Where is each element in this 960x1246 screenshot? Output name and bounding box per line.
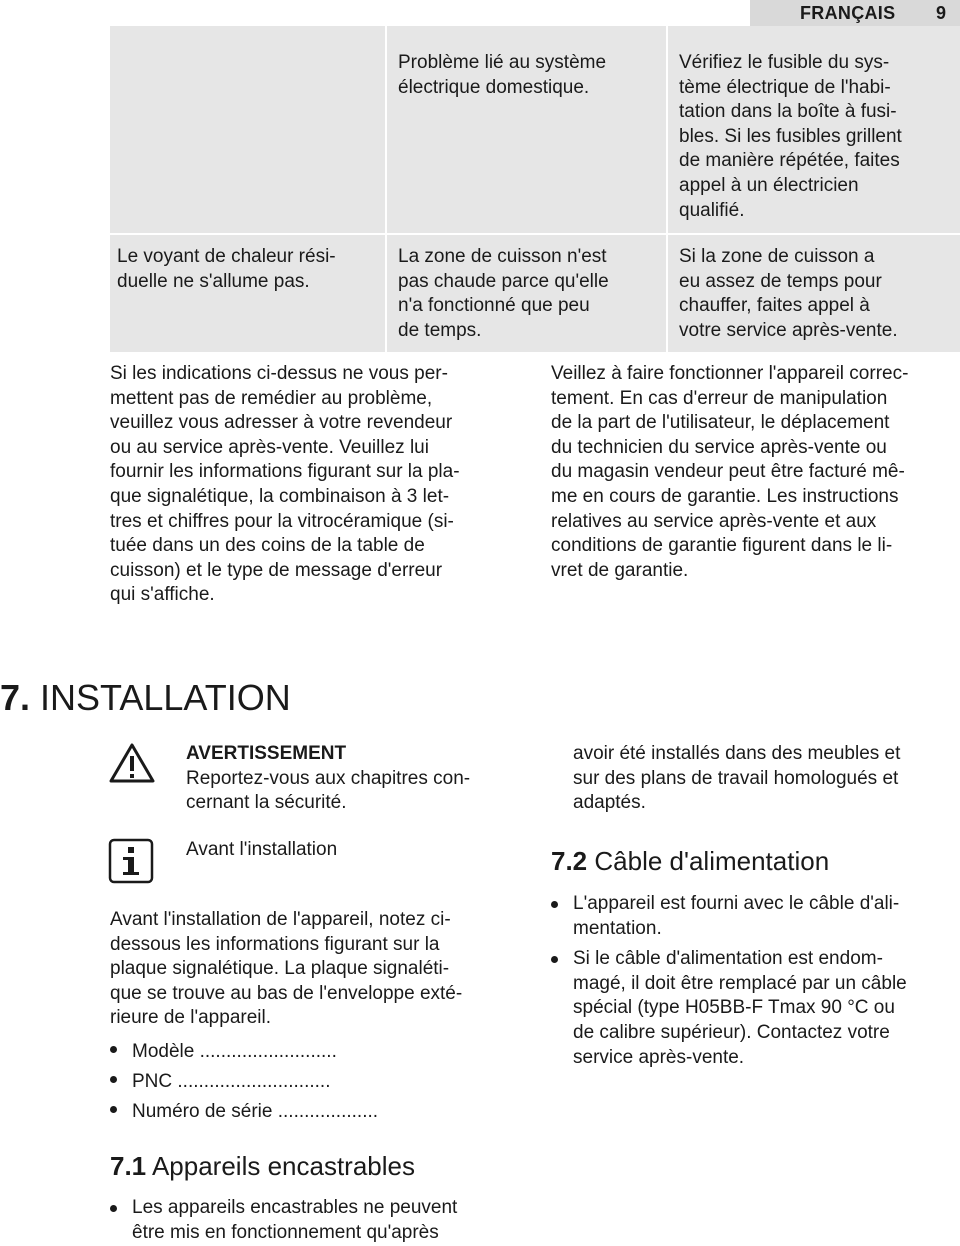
subsection-7-2-list	[551, 892, 907, 1070]
subsection-7-2-heading: 7.2 Câble d'alimentation	[551, 846, 830, 876]
support-paragraph: Si les indications ci-dessus ne vous per- mettent pas de remédier au problème, veuillez vous adresser à votre revendeur ou au service après-vente. Veuillez lui fournir les informations figurant sur la pla- que signalétique, la combinaison à 3 let- tres et chiffres pour la vitrocéramique (si- tuée dans un des coins de la table de cuisson) et le type de message d'erreur qui s'affiche.	[110, 363, 460, 606]
section-title: INSTALLATION	[40, 677, 291, 718]
warning-title: AVERTISSEMENT	[186, 743, 347, 764]
section-number: 7.	[0, 677, 31, 718]
table-row-2-cause: La zone de cuisson n'est pas chaude parce qu'elle n'a fonctionné que peu de temps.	[398, 246, 609, 341]
table-column-divider	[385, 26, 387, 352]
info-icon	[108, 838, 154, 889]
install-paragraph: Avant l'installation de l'appareil, notez ci- dessous les informations figurant sur la plaque signalétique. La plaque signaléti- que se trouve au bas de l'enveloppe exté- rieure de l'appareil.	[110, 909, 463, 1029]
warning-icon	[108, 742, 156, 789]
table-row-divider	[110, 233, 960, 235]
table-row-1-cause: Problème lié au système électrique domestique.	[398, 52, 607, 98]
warranty-paragraph: Veillez à faire fonctionner l'appareil correc- tement. En cas d'erreur de manipulation de la part de l'utilisateur, le déplacement du technicien du service après-vente ou du magasin vendeur peut être facturé mê- me en cours de garantie. Les instructions relatives au service après-vente et aux conditions de garantie figurent dans le li- vret de garantie.	[551, 363, 909, 581]
list-item: PNC .............................	[110, 1067, 378, 1097]
table-row-2-solution: Si la zone de cuisson a eu assez de temps pour chauffer, faites appel à votre service après-vente.	[679, 246, 898, 341]
table-row-1-solution: Vérifiez le fusible du sys- tème électrique de l'habi- tation dans la boîte à fusi- bles. Si les fusibles grillent de manière répétée, faites appel à un électricien qualifié.	[679, 52, 902, 221]
header-language: FRANÇAIS	[800, 3, 896, 23]
list-item: Numéro de série ...................	[110, 1097, 378, 1127]
page-number: 9	[936, 3, 947, 23]
table-column-divider	[666, 26, 668, 352]
subsection-7-1-heading: 7.1 Appareils encastrables	[110, 1151, 415, 1181]
subsection-7-1-list	[110, 1196, 457, 1245]
list-item: Modèle ..........................	[110, 1037, 378, 1067]
list-item: Les appareils encastrables ne peuvent être mis en fonctionnement qu'après	[110, 1196, 457, 1245]
list-item: L'appareil est fourni avec le câble d'ali- mentation.	[551, 892, 907, 941]
table-row-2-problem: Le voyant de chaleur rési- duelle ne s'allume pas.	[117, 246, 336, 292]
continuation-text: avoir été installés dans des meubles et sur des plans de travail homologués et adaptés.	[573, 743, 901, 814]
list-item: Si le câble d'alimentation est endom- magé, il doit être remplacé par un câble spécial (type H05BB-F Tmax 90 °C ou de calibre supérieur). Contactez votre service après-vente.	[551, 947, 907, 1070]
plate-fields-list	[110, 1037, 378, 1127]
warning-block: AVERTISSEMENT Reportez-vous aux chapitres con- cernant la sécurité.	[186, 743, 471, 814]
info-text: Avant l'installation	[186, 839, 338, 860]
section-heading	[0, 676, 291, 720]
